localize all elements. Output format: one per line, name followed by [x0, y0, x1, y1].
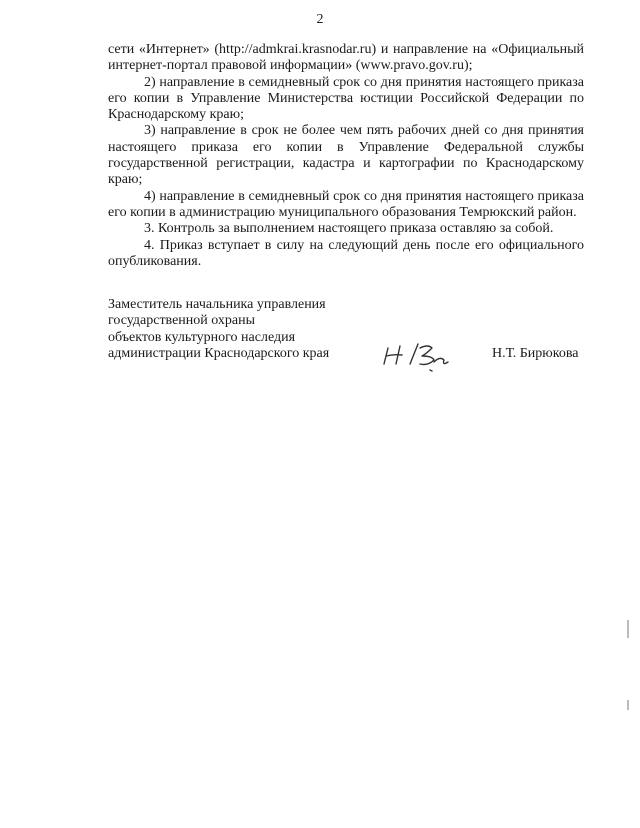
signatory-position: [108, 297, 368, 362]
body-text: [108, 42, 584, 270]
position-line-1: Заместитель начальника управления: [108, 297, 326, 312]
page-number: 2: [316, 12, 324, 27]
handwritten-signature-icon: [382, 340, 452, 374]
paragraph-item-2: 2) направление в семидневный срок со дня принятия настоящего приказа его копии в Управление Министерства юстиции Российской Федерации по Краснодарскому краю;: [108, 74, 584, 123]
scan-edge-mark: [627, 620, 629, 638]
paragraph-item-4: 4) направление в семидневный срок со дня принятия настоящего приказа его копии в администрацию муниципального образования Темрюкский район.: [108, 188, 584, 220]
paragraph-continuation: сети «Интернет» (http://admkrai.krasnodar.ru) и направление на «Официальный интернет-портал правовой информации» (www.pravo.gov.ru);: [108, 42, 584, 74]
paragraph-control: 3. Контроль за выполнением настоящего приказа оставляю за собой.: [144, 221, 554, 237]
position-line-2: государственной охраны: [108, 313, 256, 329]
scan-edge-mark: [627, 700, 629, 710]
position-line-3: объектов культурного наследия: [108, 329, 296, 345]
position-line-4: администрации Краснодарского края: [108, 345, 330, 361]
paragraph-effective: 4. Приказ вступает в силу на следующий день после его официального опубликования.: [108, 237, 584, 269]
paragraph-item-3: 3) направление в срок не более чем пять рабочих дней со дня принятия настоящего приказа его копии в Управление Федеральной службы государственной регистрации, кадастра и картографии по Краснодарскому краю;: [108, 123, 584, 188]
signer-name: Н.Т. Бирюкова: [492, 346, 579, 361]
